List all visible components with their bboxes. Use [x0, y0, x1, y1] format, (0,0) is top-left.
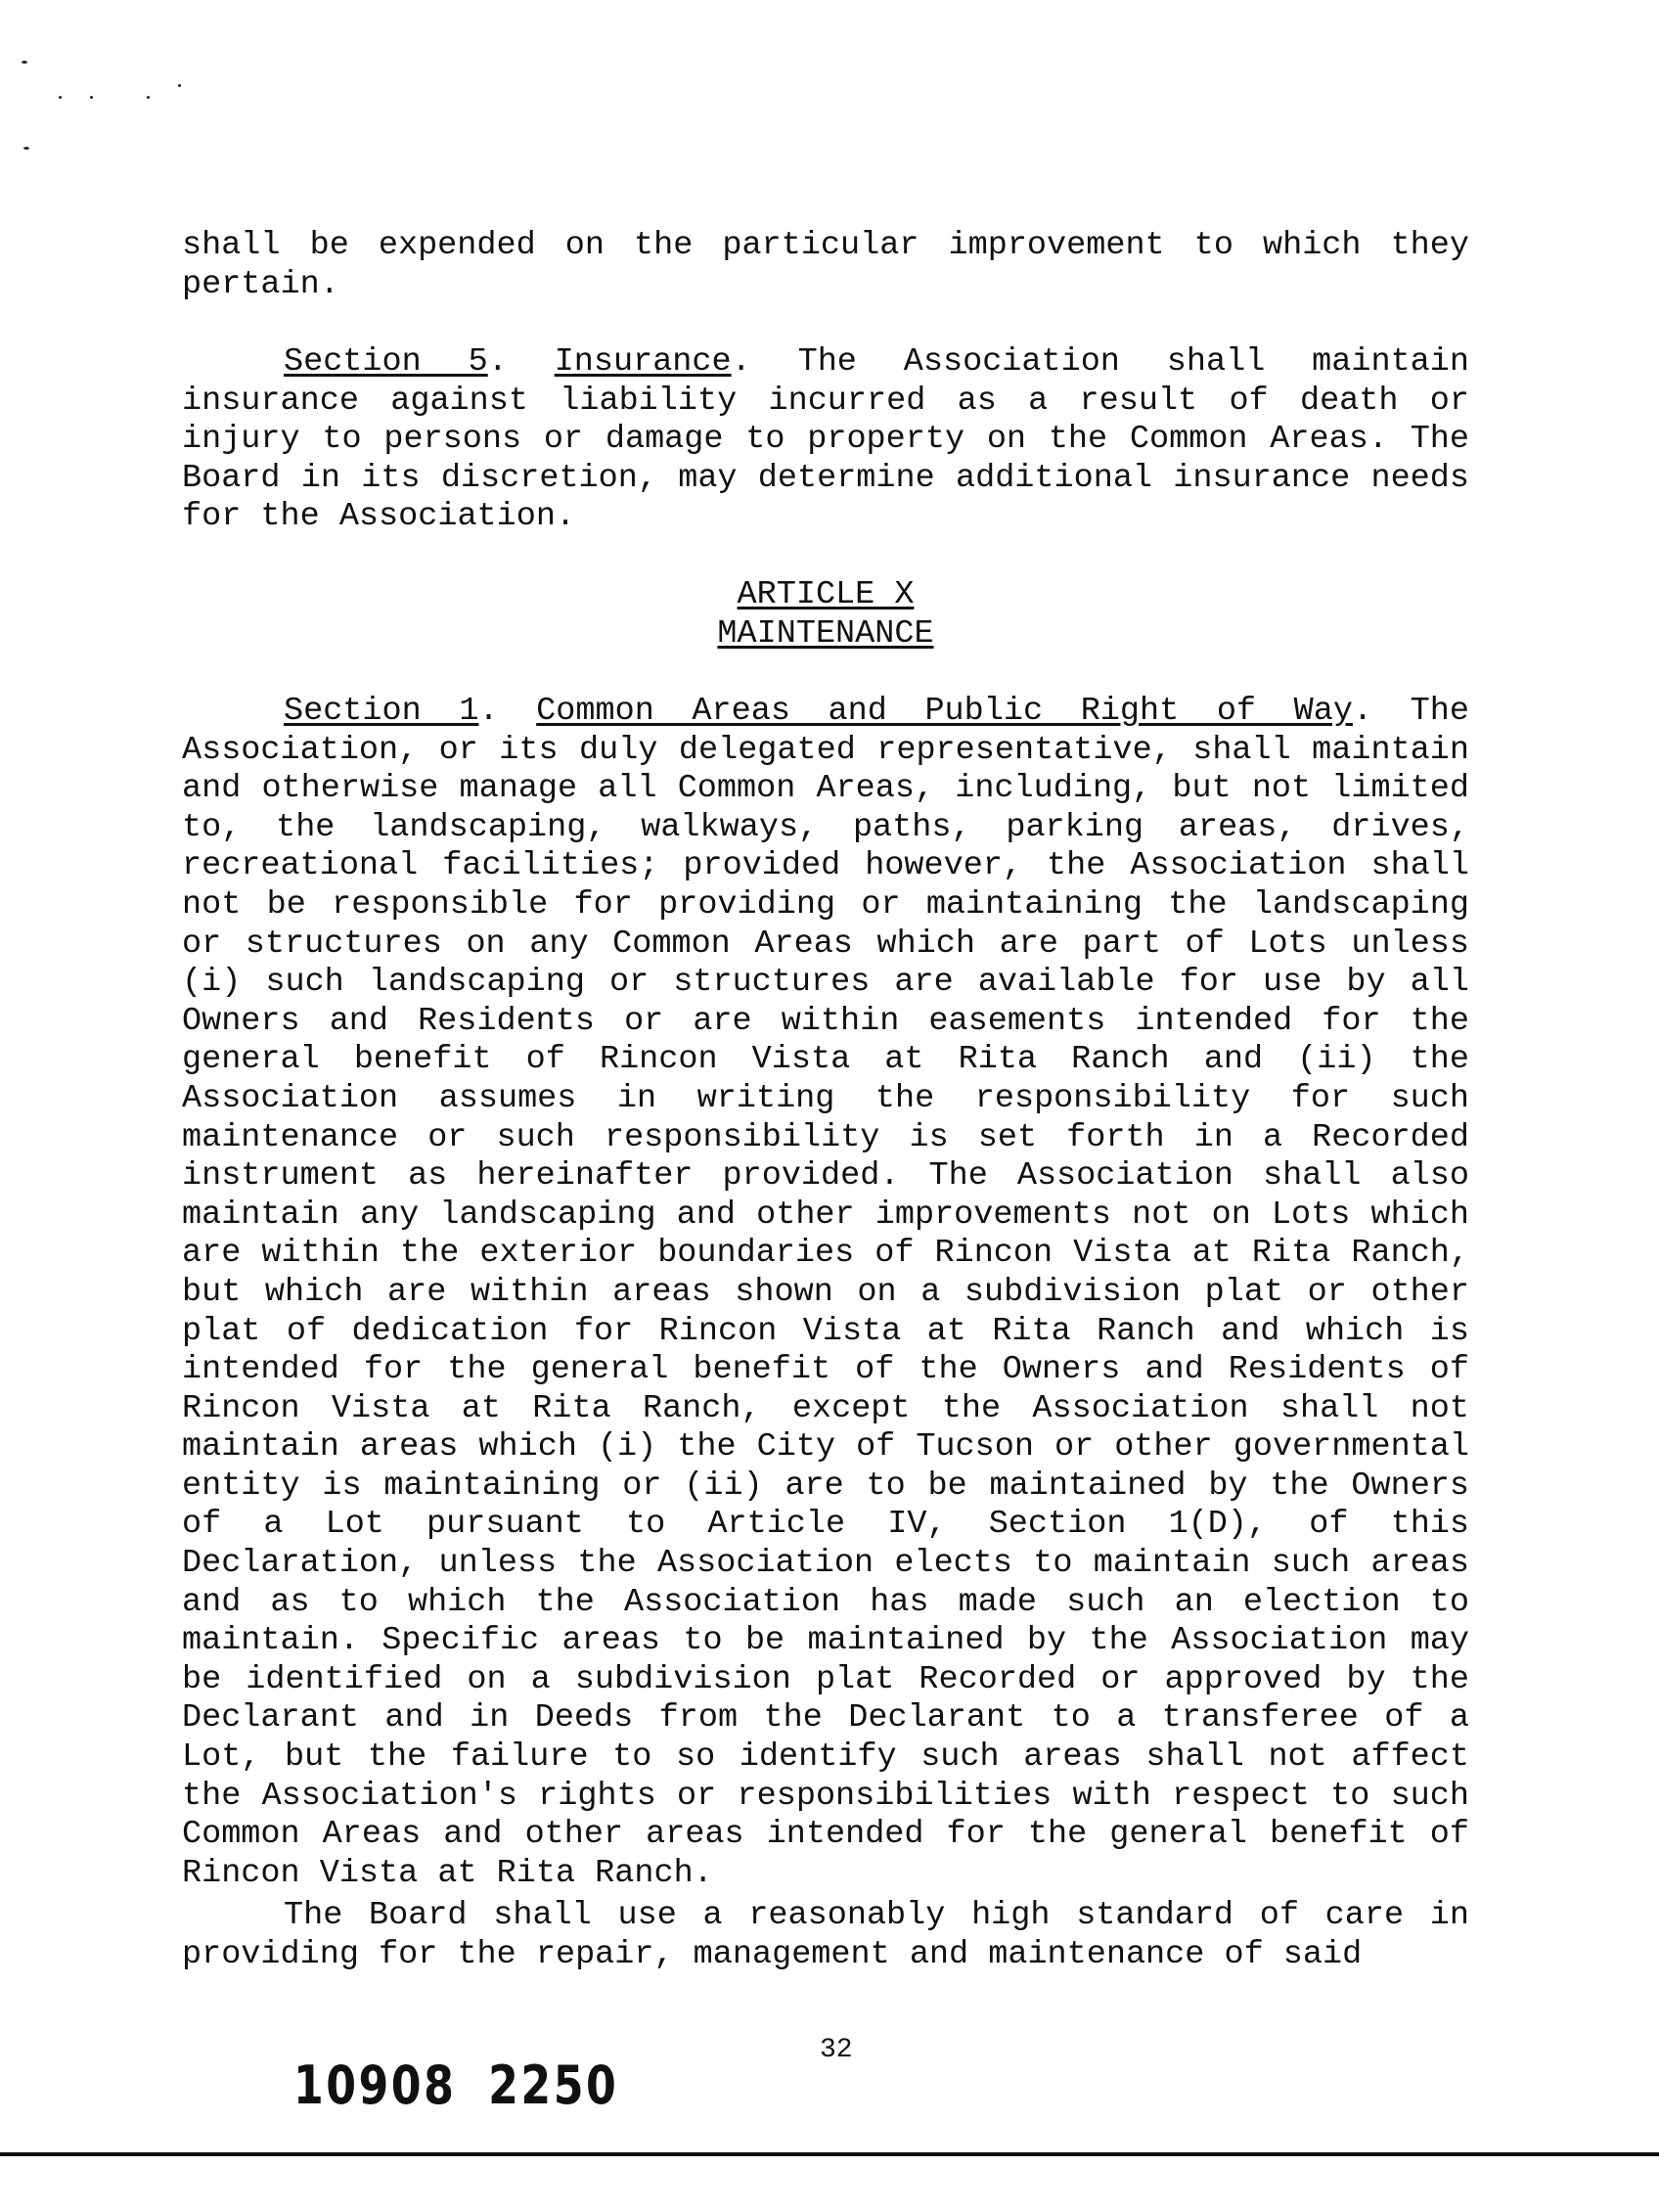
- section-5-title: Insurance: [554, 343, 732, 381]
- article-title: MAINTENANCE: [717, 614, 934, 653]
- section-5-paragraph: [182, 343, 1469, 537]
- scan-speck: [147, 96, 150, 99]
- section-1-separator: .: [478, 693, 537, 730]
- section-5-separator: .: [487, 343, 555, 381]
- section-1-text: . The Association, or its duly delegated representative, shall maintain and otherwise manage all Common Areas, including, but not limited to, the landscaping, walkways, paths, parking areas, drives, recreational facilities; provided however, the Association shall not be responsible for providing or maintaining the landscaping or structures on any Common Areas which are part of Lots unless (i) such landscaping or structures are available for use by all Owners and Residents or are within easements intended for the general benefit of Rincon Vista at Rita Ranch and (ii) the Association assumes in writing the responsibility for such maintenance or such responsibility is set forth in a Recorded instrument as hereinafter provided. The Association shall also maintain any landscaping and other improvements not on Lots which are within the exterior boundaries of Rincon Vista at Rita Ranch, but which are within areas shown on a subdivision plat or other plat of dedication for Rincon Vista at Rita Ranch and which is intended for the general benefit of the Owners and Residents of Rincon Vista at Rita Ranch, except the Association shall not maintain areas which (i) the City of Tucson or other governmental entity is maintaining or (ii) are to be maintained by the Owners of a Lot pursuant to Article IV, Section 1(D), of this Declaration, unless the Association elects to maintain such areas and as to which the Association has made such an election to maintain. Specific areas to be maintained by the Association may be identified on a subdivision plat Recorded or approved by the Declarant and in Deeds from the Declarant to a transferee of a Lot, but the failure to so identify such areas shall not affect the Association's rights or responsibilities with respect to such Common Areas and other areas intended for the general benefit of Rincon Vista at Rita Ranch.: [182, 693, 1469, 1892]
- page-number: 32: [820, 2035, 853, 2065]
- section-1-paragraph: [182, 693, 1469, 1893]
- paragraph-continuation: shall be expended on the particular improvement to which they pertain.: [182, 227, 1469, 303]
- board-paragraph: The Board shall use a reasonably high standard of care in providing for the repair, management and maintenance of said: [182, 1897, 1469, 1973]
- scan-speck: [90, 96, 93, 99]
- bottom-rule: [0, 2152, 1659, 2156]
- scan-speck: [59, 96, 62, 99]
- scan-speck: [23, 147, 29, 150]
- section-1-number: Section 1: [284, 693, 479, 730]
- scan-speck: [178, 84, 181, 87]
- stamp-page-number: 2250: [488, 2054, 619, 2116]
- recording-stamp: [293, 2054, 618, 2116]
- section-5-number: Section 5: [284, 343, 488, 381]
- section-1-title: Common Areas and Public Right of Way: [536, 693, 1353, 730]
- scan-speck: [22, 61, 27, 64]
- stamp-book-number: 10908: [293, 2054, 457, 2116]
- article-heading: [182, 576, 1469, 654]
- article-number: ARTICLE X: [737, 576, 915, 613]
- section-5-text: . The Association shall maintain insurance against liability incurred as a result of death or injury to persons or damage to property on the Common Areas. The Board in its discretion, may determine additional insurance needs for the Association.: [182, 343, 1469, 536]
